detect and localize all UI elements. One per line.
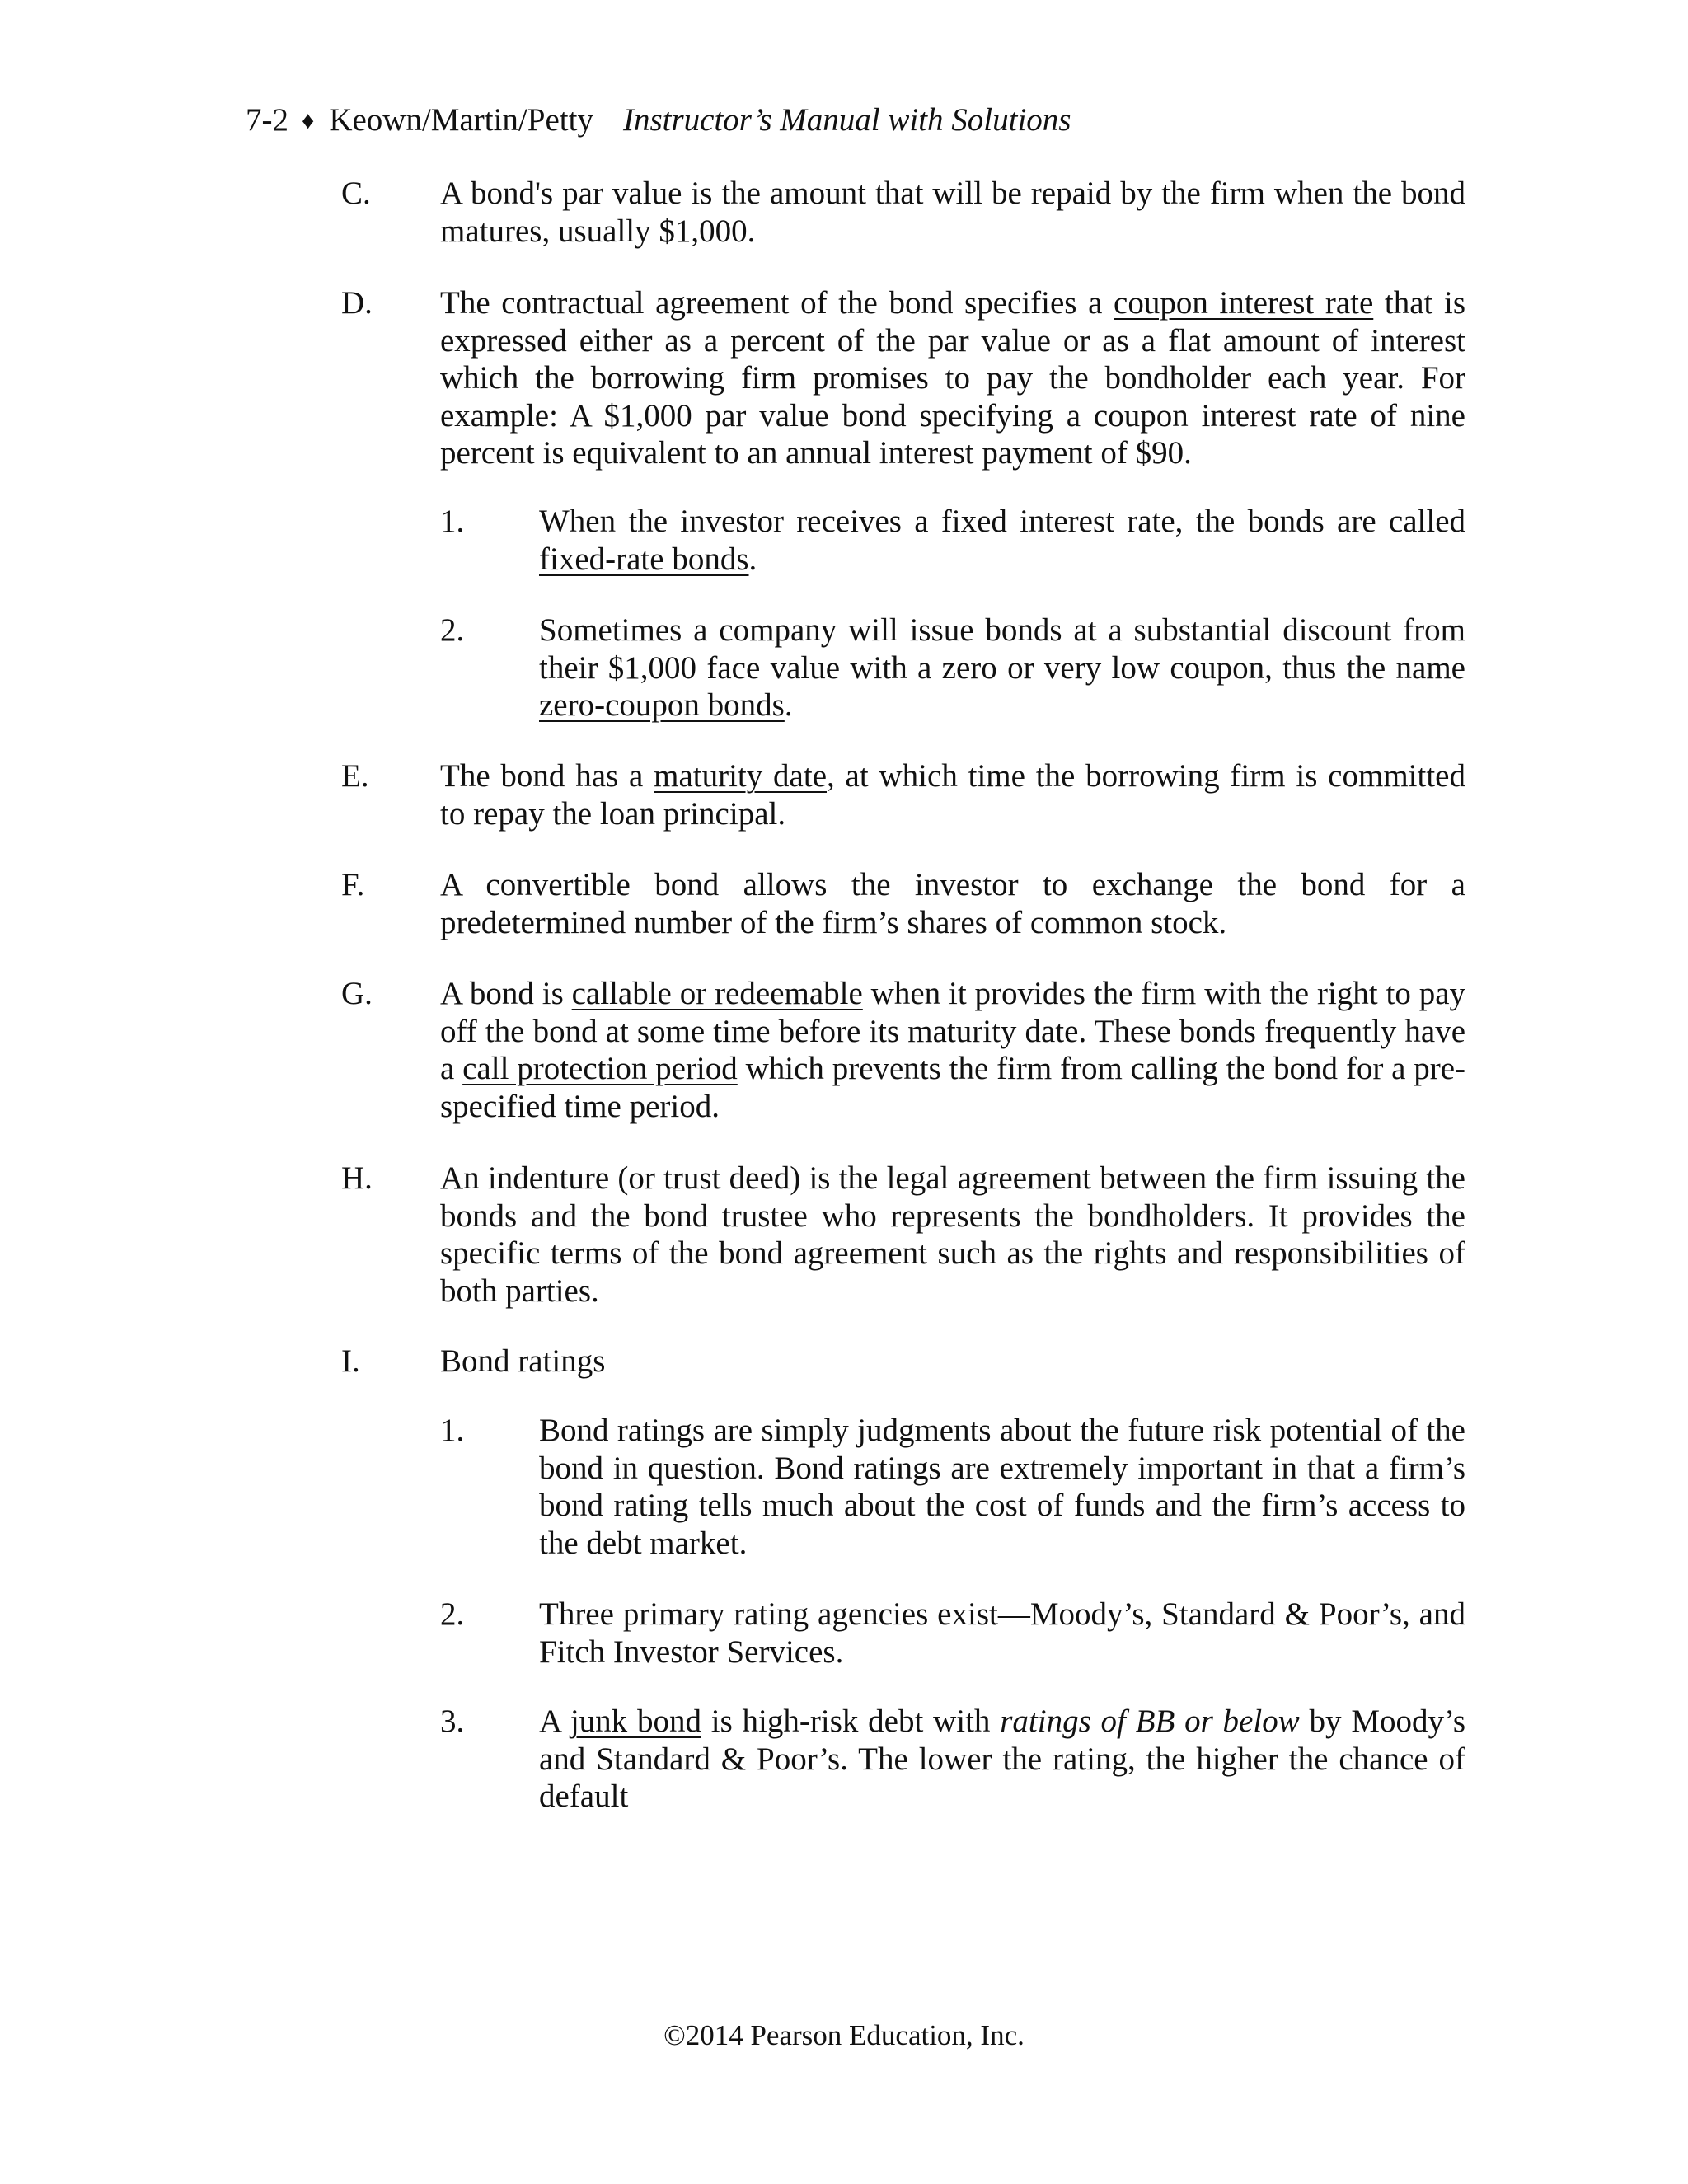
- item-marker: 2.: [440, 1596, 465, 1632]
- item-text: The contractual agreement of the bond specifies a coupon interest rate that is expressed either as a percent of the par value or as a flat amount of interest which the borrowing firm promises to pay the bondholder each year. For example: A $1,000 par value bond specifying a coupon interest rate of nine percent is equivalent to an annual interest payment of $90.: [440, 285, 1465, 471]
- item-text: When the investor receives a fixed interest rate, the bonds are called fixed-rate bonds.: [539, 504, 1465, 577]
- item-marker: 1.: [440, 504, 465, 539]
- item-marker: G.: [341, 976, 373, 1011]
- item-marker: 1.: [440, 1413, 465, 1448]
- underlined-term: callable or redeemable: [571, 976, 863, 1011]
- item-text: A bond is callable or redeemable when it provides the firm with the right to pay off the bond at some time before its maturity date. These bonds frequently have a call protection period which prevents the firm from calling the bond for a pre-specified time period.: [440, 976, 1466, 1124]
- item-marker: I.: [341, 1343, 360, 1379]
- item-text: Bond ratings: [440, 1343, 606, 1379]
- underlined-term: maturity date: [654, 758, 828, 794]
- item-text: An indenture (or trust deed) is the legal agreement between the firm issuing the bonds and the bond trustee who represents the bondholders. It provides the specific terms of the bond agreement such as the rights and responsibilities of both parties.: [440, 1160, 1465, 1309]
- item-marker: C.: [341, 176, 371, 211]
- item-marker: F.: [341, 867, 365, 902]
- underlined-term: coupon interest rate: [1114, 285, 1374, 321]
- item-text: Sometimes a company will issue bonds at a substantial discount from their $1,000 face value with a zero or very low coupon, thus the name zero-coupon bonds.: [539, 612, 1465, 723]
- item-text: The bond has a maturity date, at which time the borrowing firm is committed to repay the loan principal.: [440, 758, 1465, 832]
- underlined-term: junk bond: [570, 1704, 701, 1739]
- underlined-term: zero-coupon bonds: [539, 687, 785, 723]
- italic-phrase: ratings of BB or below: [1000, 1704, 1300, 1739]
- item-text: Bond ratings are simply judgments about the future risk potential of the bond in question. Bond ratings are extremely important in that a firm’s bond rating tells much about the cost of funds and the firm’s access to the debt market.: [539, 1413, 1465, 1561]
- page-footer: [0, 2018, 1688, 2054]
- copyright-notice: ©2014 Pearson Education, Inc.: [663, 2019, 1025, 2051]
- item-text: Three primary rating agencies exist—Moody’s, Standard & Poor’s, and Fitch Investor Services.: [539, 1596, 1465, 1670]
- diamond-icon: ♦: [302, 107, 315, 134]
- item-marker: 2.: [440, 612, 465, 648]
- underlined-term: call protection period: [462, 1051, 738, 1086]
- item-marker: 3.: [440, 1704, 465, 1739]
- underlined-term: fixed-rate bonds: [539, 541, 749, 577]
- header-subtitle: Instructor’s Manual with Solutions: [622, 102, 1071, 138]
- item-text: A junk bond is high-risk debt with ratings of BB or below by Moody’s and Standard & Poor’s. The lower the rating, the higher the chance of default: [539, 1704, 1466, 1814]
- item-marker: H.: [341, 1160, 373, 1196]
- page-number: 7-2: [246, 102, 288, 138]
- page-header: [246, 97, 1071, 144]
- item-text: A bond's par value is the amount that will be repaid by the firm when the bond matures, usually $1,000.: [440, 176, 1465, 249]
- item-marker: E.: [341, 758, 369, 794]
- header-authors: Keown/Martin/Petty: [329, 102, 593, 138]
- item-text: A convertible bond allows the investor to exchange the bond for a predetermined number of the firm’s shares of common stock.: [440, 867, 1465, 940]
- item-marker: D.: [341, 285, 373, 321]
